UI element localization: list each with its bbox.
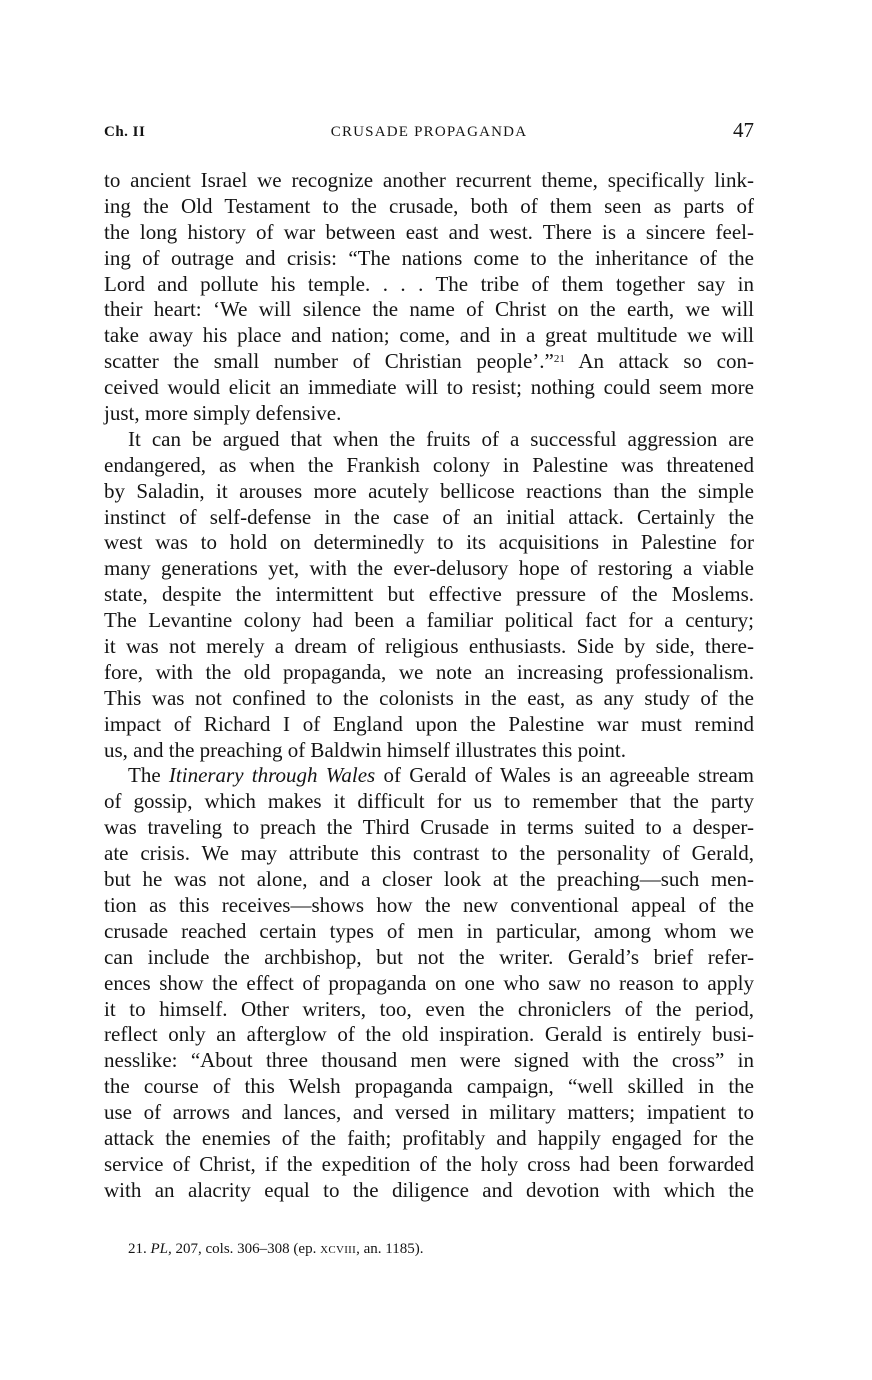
text-line: It can be argued that when the fruits of a successful aggression are [128, 426, 754, 451]
text-line: The Levantine colony had been a familiar political fact for a century; [104, 608, 754, 633]
text-line: can include the archbishop, but not the writer. Gerald’s brief refer- [104, 944, 754, 969]
text-segment: of Gerald of Wales is an agreeable stream [375, 763, 754, 788]
footnote-roman-numeral: xcviii [320, 1241, 357, 1257]
footnote-text: 207, cols. 306–308 (ep. [171, 1241, 321, 1257]
text-line: many generations yet, with the ever-delusory hope of restoring a viable [104, 556, 754, 581]
text-line: tion as this receives—shows how the new conventional appeal of the [104, 892, 754, 917]
text-line: it to himself. Other writers, too, even the chroniclers of the period, [104, 996, 754, 1021]
text-segment: The [128, 763, 169, 788]
footnote-source: PL, [150, 1241, 172, 1257]
text-line: was traveling to preach the Third Crusade in terms suited to a desper- [104, 815, 754, 840]
footnote-ref-21: 21 [553, 353, 565, 366]
running-head [104, 118, 754, 148]
text-line: endangered, as when the Frankish colony in Palestine was threatened [104, 452, 754, 477]
text-line: ate crisis. We may attribute this contrast to the personality of Gerald, [104, 841, 754, 866]
text-line: state, despite the intermittent but effective pressure of the Moslems. [104, 582, 754, 607]
text-line: ceived would elicit an immediate will to resist; nothing could seem more [104, 375, 754, 400]
body-text [104, 168, 754, 1204]
text-line: use of arrows and lances, and versed in military matters; impatient to [104, 1100, 754, 1125]
text-line: take away his place and nation; come, and in a great multitude we will [104, 323, 754, 348]
footnote-text-end: , an. 1185). [356, 1241, 424, 1257]
text-line: just, more simply defensive. [104, 401, 342, 426]
text-line: of gossip, which makes it difficult for us to remember that the party [104, 789, 754, 814]
text-line: instinct of self-defense in the case of an initial attack. Certainly the [104, 504, 754, 529]
footnote-21 [128, 1241, 423, 1258]
text-line: us, and the preaching of Baldwin himself illustrates this point. [104, 737, 626, 762]
text-line: nesslike: “About three thousand men were signed with the cross” in [104, 1048, 754, 1073]
text-line: the course of this Welsh propaganda campaign, “well skilled in the [104, 1074, 754, 1099]
text-line-with-title [104, 763, 754, 789]
text-line: it was not merely a dream of religious enthusiasts. Side by side, there- [104, 634, 754, 659]
text-line: ing of outrage and crisis: “The nations come to the inheritance of the [104, 245, 754, 270]
paragraph-2 [104, 427, 754, 764]
book-title-italic: Itinerary through Wales [168, 763, 376, 788]
paragraph-3 [104, 763, 754, 1203]
text-line-with-note [104, 349, 754, 375]
text-line: their heart: ‘We will silence the name of Christ on the earth, we will [104, 297, 754, 322]
text-line: with an alacrity equal to the diligence and devotion with which the [104, 1177, 754, 1202]
text-line: attack the enemies of the faith; profitably and happily engaged for the [104, 1125, 754, 1150]
page-number: 47 [733, 118, 754, 142]
text-line: ing the Old Testament to the crusade, both of them seen as parts of [104, 193, 754, 218]
text-line: ences show the effect of propaganda on one who saw no reason to apply [104, 970, 754, 995]
text-line: This was not confined to the colonists in the east, as any study of the [104, 685, 754, 710]
chapter-label: Ch. II [104, 124, 146, 140]
text-segment: An attack so con- [564, 349, 754, 374]
text-segment: scatter the small number of Christian people’.” [104, 349, 554, 374]
text-line: by Saladin, it arouses more acutely bellicose reactions than the simple [104, 478, 754, 503]
text-line: the long history of war between east and west. There is a sincere feel- [104, 219, 754, 244]
footnote-number: 21. [128, 1241, 147, 1257]
text-line: but he was not alone, and a closer look at the preaching—such men- [104, 867, 754, 892]
running-title: CRUSADE PROPAGANDA [330, 124, 528, 140]
text-line: impact of Richard I of England upon the Palestine war must remind [104, 711, 754, 736]
text-line: Lord and pollute his temple. . . . The tribe of them together say in [104, 271, 754, 296]
text-line: crusade reached certain types of men in particular, among whom we [104, 918, 754, 943]
paragraph-1 [104, 168, 754, 427]
text-line: reflect only an afterglow of the old inspiration. Gerald is entirely busi- [104, 1022, 754, 1047]
text-line: service of Christ, if the expedition of the holy cross had been forwarded [104, 1151, 754, 1176]
text-line: to ancient Israel we recognize another recurrent theme, specifically link- [104, 168, 754, 192]
text-line: west was to hold on determinedly to its acquisitions in Palestine for [104, 530, 754, 555]
text-line: fore, with the old propaganda, we note an increasing professionalism. [104, 659, 754, 684]
